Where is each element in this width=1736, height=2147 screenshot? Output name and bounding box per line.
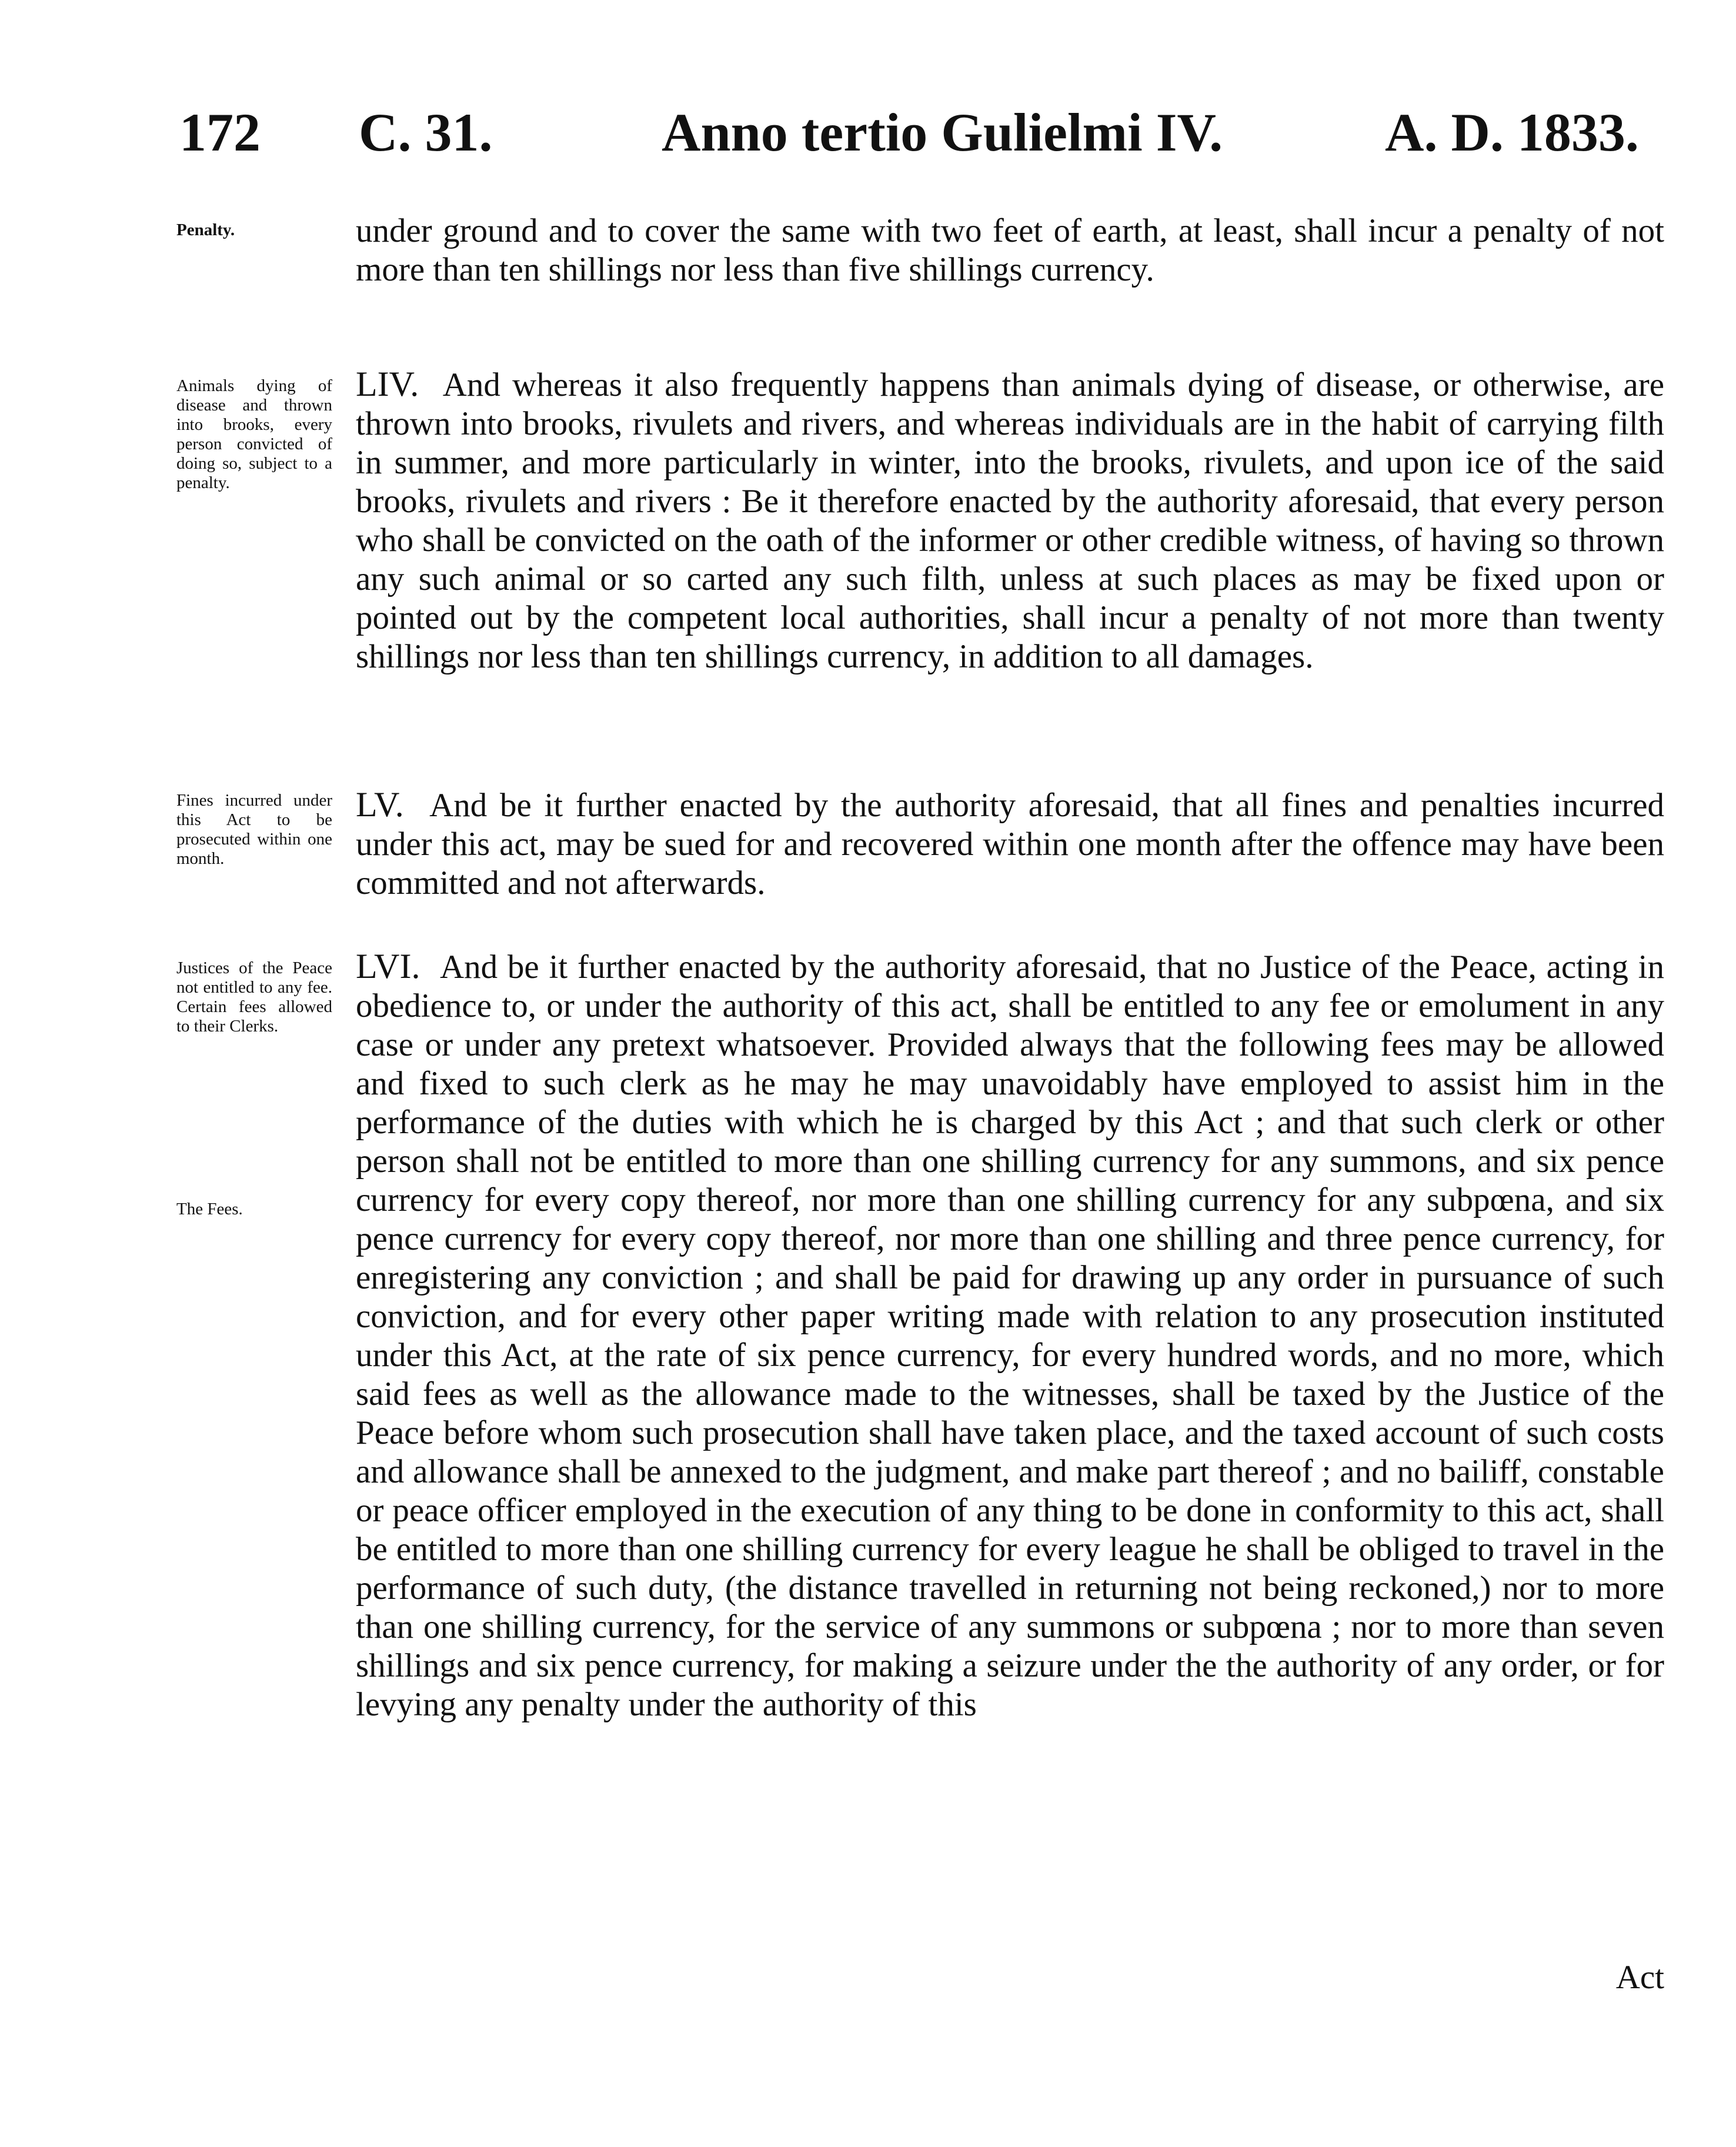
margin-note-animals: Animals dying of disease and thrown into brooks, every person convicted of doing so, subject to a penalty. bbox=[176, 376, 332, 492]
continuation-text: under ground and to cover the same with two feet of earth, at least, shall incur a penalty of not more than ten shillings nor less than five shillings currency. bbox=[356, 212, 1664, 288]
chapter-number: C. 31. bbox=[359, 102, 493, 162]
section-number: LV. bbox=[356, 785, 404, 824]
margin-note-fees: The Fees. bbox=[176, 1200, 243, 1218]
section-liv bbox=[356, 365, 1664, 676]
catchword: Act bbox=[1615, 1959, 1664, 1996]
page-header bbox=[0, 97, 1736, 168]
page-number: 172 bbox=[179, 102, 261, 162]
margin-note-penalty: Penalty. bbox=[176, 221, 235, 239]
section-number: LIV. bbox=[356, 365, 419, 403]
section-lvi bbox=[356, 947, 1664, 1724]
section-continuation bbox=[356, 212, 1664, 289]
section-number: LVI. bbox=[356, 947, 420, 986]
section-text: And be it further enacted by the authority aforesaid, that all fines and penalties incurred under this act, may be sued for and recovered within one month after the offence may have been committed and not afterwards. bbox=[356, 787, 1665, 901]
section-text: And whereas it also frequently happens than animals dying of disease, or otherwise, are thrown into brooks, rivulets and rivers, and whereas individuals are in the habit of carrying filth in summer, and more particularly in winter, into the brooks, rivulets, and upon ice of the said brooks, rivulets and rivers : Be it therefore enacted by the authority aforesaid, that every person who shall be convicted on the oath of the informer or other credible witness, of having so thrown any such animal or so carted any such filth, unless at such places as may be fixed upon or pointed out by the competent local authorities, shall incur a penalty of not more than twenty shillings nor less than ten shillings currency, in addition to all damages. bbox=[356, 366, 1664, 675]
running-title: Anno tertio Gulielmi IV. bbox=[662, 102, 1223, 162]
year: A. D. 1833. bbox=[1385, 102, 1639, 162]
section-text: And be it further enacted by the authority aforesaid, that no Justice of the Peace, acting in obedience to, or under the authority of this act, shall be entitled to any fee or emolument in any case or under any pretext whatsoever. Provided always that the following fees may be allowed and fixed to such clerk as he may he may unavoidably have employed to assist him in the performance of the duties with which he is charged by this Act ; and that such clerk or other person shall not be entitled to more than one shilling currency for any summons, and six pence currency for every copy thereof, nor more than one shilling currency for any subpœna, and six pence currency for every copy thereof, nor more than one shilling and three pence currency, for enregistering any conviction ; and shall be paid for drawing up any order in pursuance of such conviction, and for every other paper writing made with relation to any prosecution instituted under this Act, at the rate of six pence currency, for every hundred words, and no more, which said fees as well as the allowance made to the witnesses, shall be taxed by the Justice of the Peace before whom such prosecution shall have taken place, and the taxed account of such costs and allowance shall be annexed to the judgment, and make part thereof ; and no bailiff, constable or peace officer employed in the execution of any thing to be done in conformity to this act, shall be entitled to more than one shilling currency for every league he shall be obliged to travel in the performance of such duty, (the distance travelled in returning not being reckoned,) nor to more than one shilling currency, for the service of any summons or subpœna ; nor to more than seven shillings and six pence currency, for making a seizure under the the authority of any order, or for levying any penalty under the authority of this bbox=[356, 949, 1664, 1723]
margin-note-fines: Fines incurred under this Act to be prosecuted within one month. bbox=[176, 791, 332, 868]
margin-note-justices: Justices of the Peace not entitled to any fee. Certain fees allowed to their Clerks. bbox=[176, 959, 332, 1036]
section-lv bbox=[356, 785, 1664, 903]
